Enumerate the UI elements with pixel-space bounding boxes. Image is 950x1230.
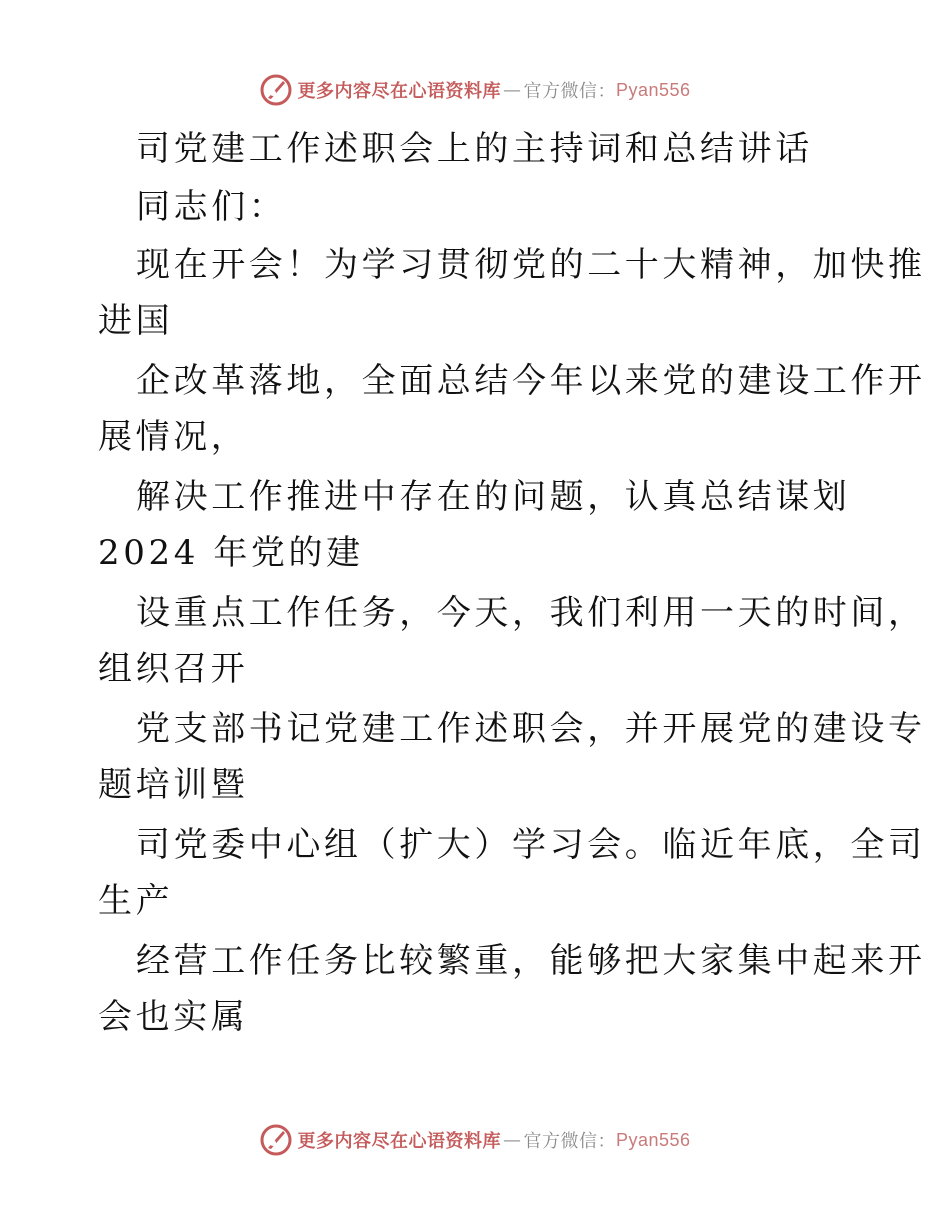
text-line: 2024 年党的建	[98, 533, 364, 573]
quill-logo-icon	[259, 1123, 293, 1157]
text-line: 生产	[98, 881, 174, 921]
text-line: 党支部书记党建工作述职会，并开展党的建设专	[136, 709, 926, 749]
text-line: 同志们：	[136, 187, 287, 227]
text-line: 设重点工作任务，今天，我们利用一天的时间，	[136, 593, 926, 633]
watermark-wechat-label: 官方微信：	[523, 81, 616, 102]
watermark-dash: —	[502, 1129, 522, 1151]
text-line: 经营工作任务比较繁重，能够把大家集中起来开	[136, 941, 926, 981]
watermark-title: 更多内容尽在心语资料库	[297, 1131, 501, 1152]
text-line: 现在开会！为学习贯彻党的二十大精神，加快推	[136, 245, 926, 285]
watermark-wechat-id: Pyan556	[615, 79, 691, 100]
footer-watermark	[0, 1120, 950, 1160]
text-line: 题培训暨	[98, 765, 249, 805]
text-line: 解决工作推进中存在的问题，认真总结谋划	[136, 477, 851, 517]
text-line: 组织召开	[98, 649, 249, 689]
text-line: 会也实属	[98, 997, 249, 1037]
watermark-wechat-id: Pyan556	[615, 1129, 691, 1150]
text-line: 企改革落地，全面总结今年以来党的建设工作开	[136, 361, 926, 401]
text-line: 司党委中心组（扩大）学习会。临近年底，全司	[136, 825, 926, 865]
text-line: 展情况，	[98, 417, 249, 457]
header-watermark	[0, 70, 950, 110]
watermark-dash: —	[502, 79, 522, 101]
watermark-title: 更多内容尽在心语资料库	[297, 81, 501, 102]
text-line: 进国	[98, 301, 174, 341]
document-title: 司党建工作述职会上的主持词和总结讲话	[136, 129, 813, 169]
watermark-wechat-label: 官方微信：	[523, 1131, 616, 1152]
quill-logo-icon	[259, 73, 293, 107]
